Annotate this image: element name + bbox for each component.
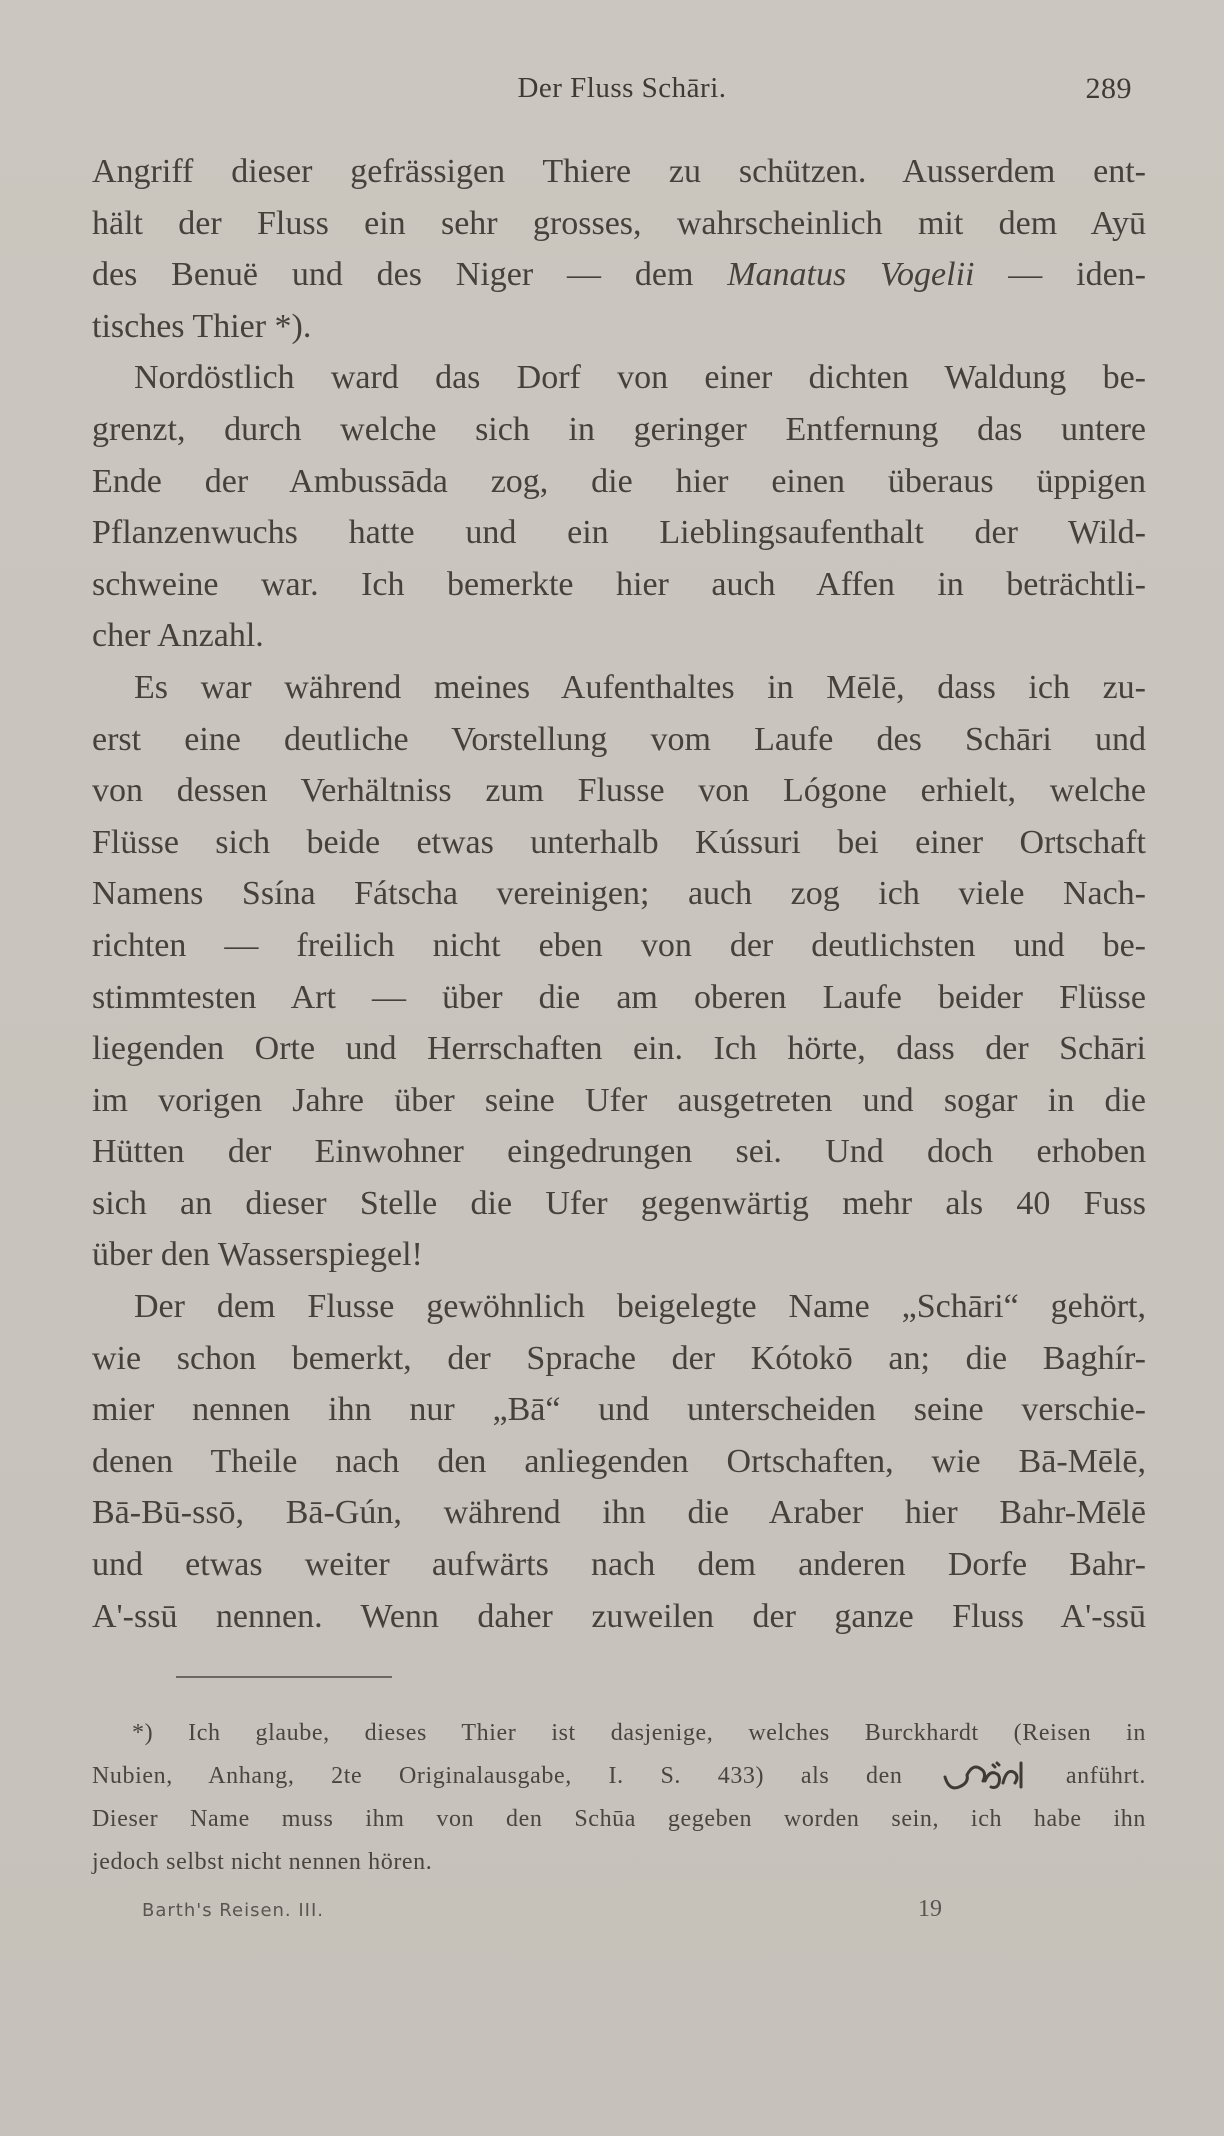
footnote-line — [92, 1755, 1146, 1798]
footnote-line: jedoch selbst nicht nennen hören. — [92, 1849, 433, 1875]
text-line: tisches Thier *). — [92, 307, 312, 345]
text-line: Angriff dieser gefrässigen Thiere zu schützen. Ausserdem ent- — [92, 153, 1146, 190]
text-line: über den Wasserspiegel! — [92, 1236, 423, 1274]
text-line: Es war während meines Aufenthaltes in Mēlē, dass ich zu- — [134, 668, 1146, 706]
running-header — [92, 72, 1152, 112]
text-line: Flüsse sich beide etwas unterhalb Kússuri bei einer Ortschaft — [92, 823, 1146, 861]
text-line: stimmtesten Art — über die am oberen Laufe beider Flüsse — [92, 978, 1146, 1016]
text-line: erst eine deutliche Vorstellung vom Laufe des Schāri und — [92, 720, 1146, 758]
text-line: grenzt, durch welche sich in geringer Entfernung das untere — [92, 410, 1146, 448]
page-number: 289 — [1085, 72, 1132, 105]
text-line: Namens Ssína Fátscha vereinigen; auch zog ich viele Nach- — [92, 875, 1146, 913]
text-fragment: des Benuë und des Niger — dem — [92, 256, 728, 294]
text-line: Nordöstlich ward das Dorf von einer dichten Waldung be- — [134, 359, 1146, 397]
text-line: sich an dieser Stelle die Ufer gegenwärtig mehr als 40 Fuss — [92, 1184, 1146, 1222]
text-line: mier nennen ihn nur „Bā“ und unterscheiden seine verschie- — [92, 1391, 1146, 1429]
text-line — [92, 249, 1146, 301]
text-line: cher Anzahl. — [92, 617, 264, 655]
footnote-line: *) Ich glaube, dieses Thier ist dasjenige, welches Burckhardt (Reisen in — [132, 1720, 1146, 1746]
text-line: im vorigen Jahre über seine Ufer ausgetreten und sogar in die — [92, 1081, 1146, 1119]
footnote-fragment: anführt. — [1065, 1763, 1146, 1789]
footnote-line: Dieser Name muss ihm von den Schūa gegeben worden sein, ich habe ihn — [92, 1806, 1146, 1832]
text-line: schweine war. Ich bemerkte hier auch Affen in beträchtli- — [92, 565, 1146, 603]
text-fragment: — iden- — [974, 256, 1146, 294]
text-line: hält der Fluss ein sehr grosses, wahrscheinlich mit dem Ayū — [92, 204, 1146, 242]
text-line: von dessen Verhältniss zum Flusse von Lógone erhielt, welche — [92, 772, 1146, 810]
text-line: Bā-Bū-ssō, Bā-Gún, während ihn die Araber hier Bahr-Mēlē — [92, 1494, 1146, 1532]
text-line: A'-ssū nennen. Wenn daher zuweilen der ganze Fluss A'-ssū — [92, 1597, 1146, 1635]
text-line: wie schon bemerkt, der Sprache der Kótokō an; die Baghír- — [92, 1339, 1146, 1377]
species-name: Manatus Vogelii — [727, 256, 975, 294]
text-line: Hütten der Einwohner eingedrungen sei. Und doch erhoben — [92, 1133, 1146, 1171]
footnote — [92, 1712, 1146, 1884]
signature-number: 19 — [918, 1896, 942, 1922]
footnote-fragment: Nubien, Anhang, 2te Originalausgabe, I. S. 433) als den — [92, 1763, 903, 1789]
printer-signature: Barth's Reisen. III. — [142, 1900, 325, 1921]
text-line: liegenden Orte und Herrschaften ein. Ich hörte, dass der Schāri — [92, 1030, 1146, 1068]
arabic-word-glyph — [939, 1757, 1029, 1797]
running-title: Der Fluss Schāri. — [517, 72, 727, 104]
footnote-divider — [176, 1676, 392, 1678]
text-line: und etwas weiter aufwärts nach dem anderen Dorfe Bahr- — [92, 1546, 1146, 1584]
main-text — [92, 146, 1146, 1642]
text-line: denen Theile nach den anliegenden Ortschaften, wie Bā-Mēlē, — [92, 1442, 1146, 1480]
text-line: Pflanzenwuchs hatte und ein Lieblingsaufenthalt der Wild- — [92, 514, 1146, 552]
text-line: Der dem Flusse gewöhnlich beigelegte Name „Schāri“ gehört, — [134, 1288, 1146, 1326]
text-line: richten — freilich nicht eben von der deutlichsten und be- — [92, 926, 1146, 964]
text-line: Ende der Ambussāda zog, die hier einen überaus üppigen — [92, 462, 1146, 500]
